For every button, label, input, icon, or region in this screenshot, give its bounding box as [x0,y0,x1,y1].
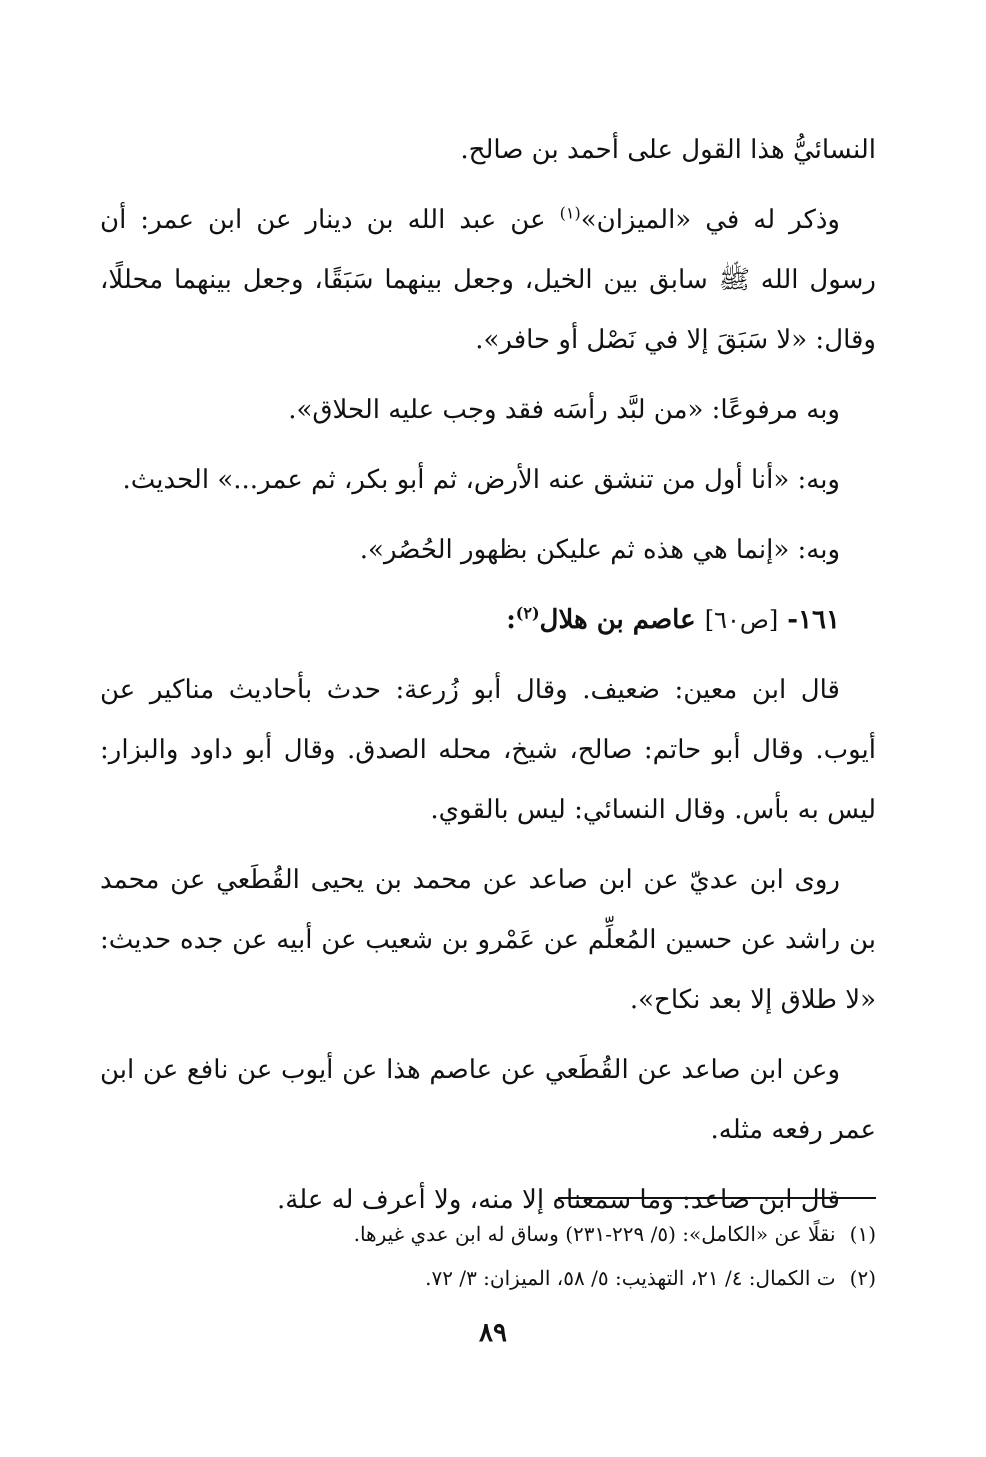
entry-heading [100,590,876,650]
footnote-ref-1[interactable]: (١) [559,203,581,223]
entry-colon: : [506,605,516,635]
footnote-ref-2[interactable]: (٢) [515,603,540,623]
paragraph-2-start: وذكر له في «الميزان» [580,205,840,235]
paragraph-4: وبه: «أنا أول من تنشق عنه الأرض، ثم أبو بكر، ثم عمر...» الحديث. [122,465,840,495]
paragraph-5: وبه: «إنما هي هذه ثم عليكن بظهور الحُصُر». [359,535,840,565]
entry-page-ref: [ص٦٠] [704,606,779,634]
paragraph-2 [100,190,876,370]
footnote-divider [558,1197,876,1199]
paragraph-9: قال ابن صاعد: وما سمعناه إلا منه، ولا أعرف له علة. [277,1185,840,1215]
footnotes [100,1212,876,1300]
footnote-1-marker: (١) [849,1222,876,1246]
page-number: ٨٩ [479,1318,507,1348]
footnote-1 [100,1212,876,1256]
paragraph-8: وعن ابن صاعد عن القُطَعي عن عاصم هذا عن أيوب عن نافع عن ابن عمر رفعه مثله. [100,1055,876,1145]
paragraph-6: قال ابن معين: ضعيف. وقال أبو زُرعة: حدث بأحاديث مناكير عن أيوب. وقال أبو حاتم: صالح، شيخ، محله الصدق. وقال أبو داود والبزار: ليس به بأس. وقال النسائي: ليس بالقوي. [100,675,876,825]
paragraph-1: النسائيُّ هذا القول على أحمد بن صالح. [460,135,876,165]
footnote-2-marker: (٢) [849,1266,876,1290]
footnote-2 [100,1256,876,1300]
entry-number: ١٦١- [787,605,840,635]
main-text [100,120,876,1240]
paragraph-2-rest: عن عبد الله بن دينار عن ابن عمر: أن رسول الله ﷺ سابق بين الخيل، وجعل بينهما سَبَقًا، وجعل بينهما محللًا، وقال: «لا سَبَقَ إلا في نَصْل أو حافر». [100,205,876,355]
footnote-1-text: نقلًا عن «الكامل»: (٥/ ٢٢٩-٢٣١) وساق له ابن عدي غيرها. [353,1222,836,1246]
paragraph-7: روى ابن عديّ عن ابن صاعد عن محمد بن يحيى القُطَعي عن محمد بن راشد عن حسين المُعلِّم عن عَمْرو بن شعيب عن أبيه عن جده حديث: «لا طلاق إلا بعد نكاح». [100,865,876,1015]
entry-name: عاصم بن هلال [539,605,696,635]
paragraph-3: وبه مرفوعًا: «من لبَّد رأسَه فقد وجب عليه الحلاق». [288,395,840,425]
footnote-2-text: ت الكمال: ٤/ ٢١، التهذيب: ٥/ ٥٨، الميزان: ٣/ ٧٢. [425,1266,836,1290]
